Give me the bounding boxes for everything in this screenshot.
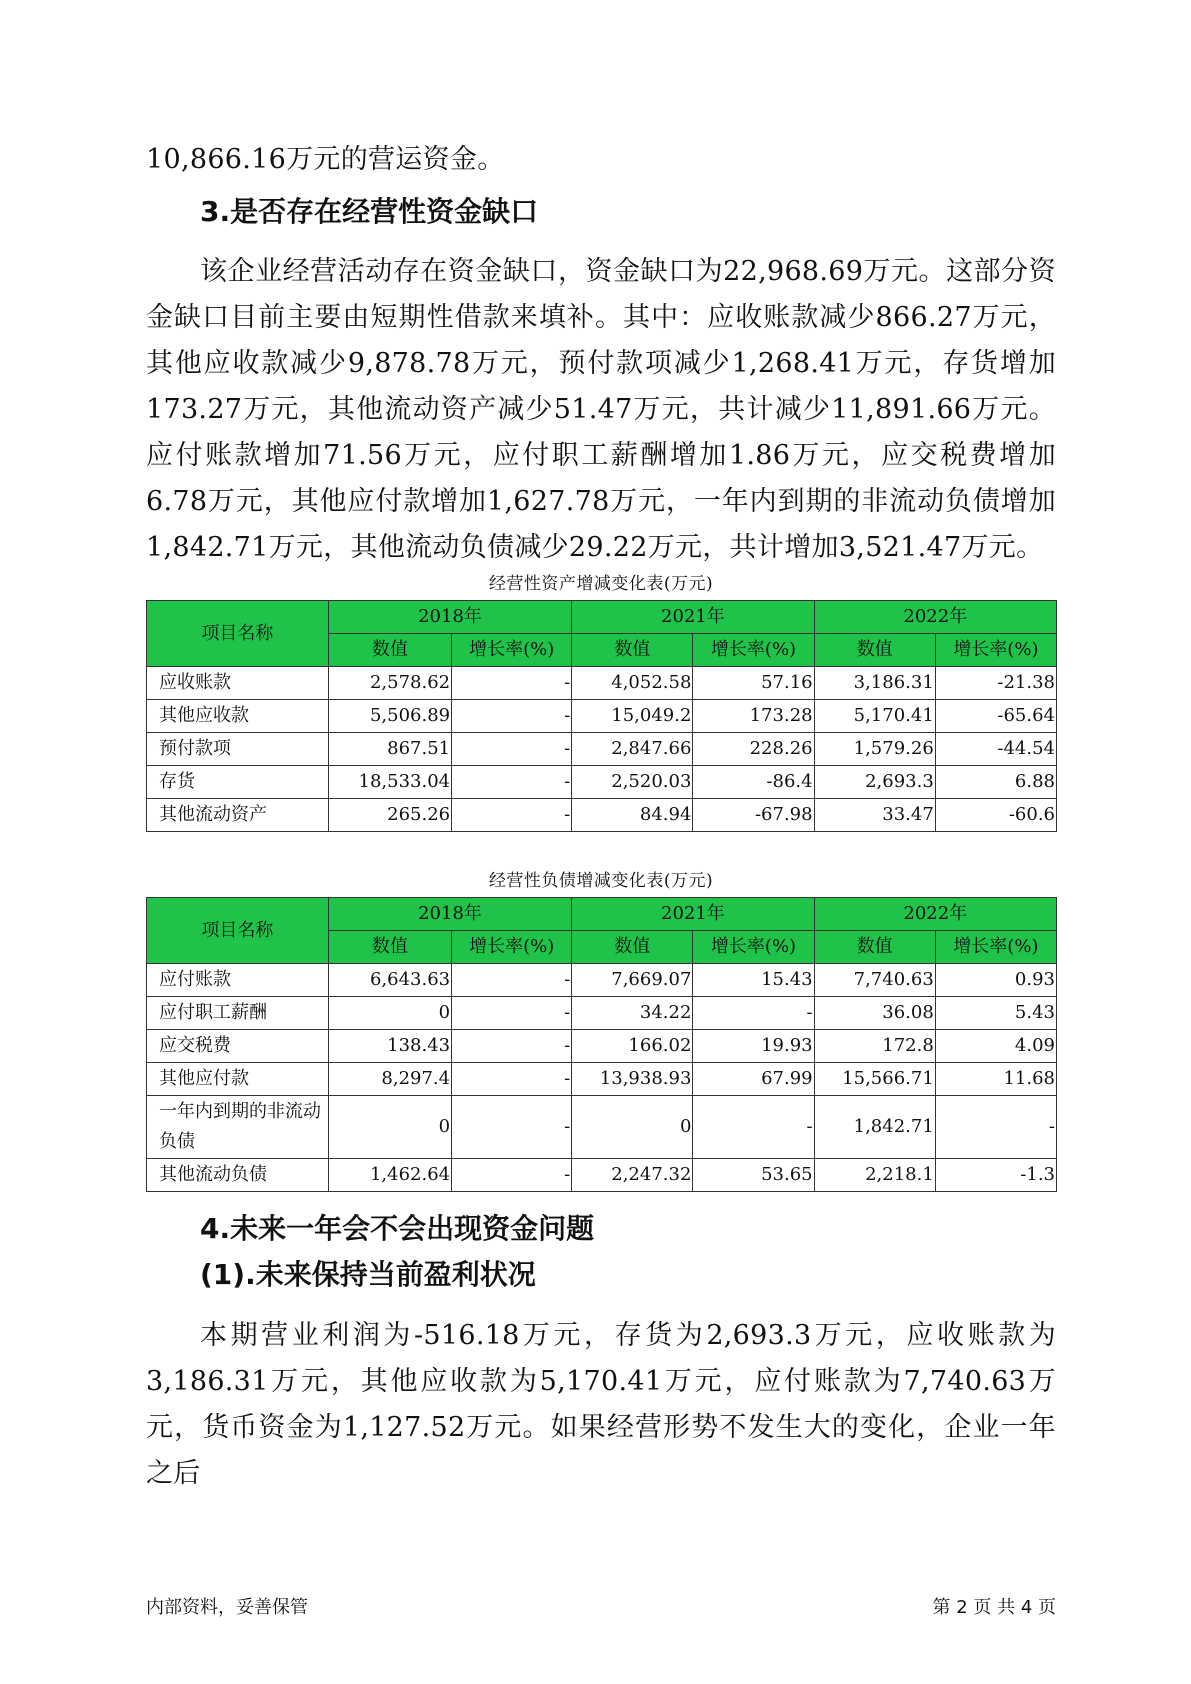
cell-value: 36.08: [814, 997, 935, 1030]
header-growth: 增长率(%): [693, 634, 814, 667]
assets-table-caption: 经营性资产增减变化表(万元): [488, 574, 714, 594]
cell-growth-rate: 0.93: [935, 964, 1056, 997]
cell-value: 867.51: [328, 733, 451, 766]
cell-growth-rate: -44.54: [935, 733, 1056, 766]
cell-value: 18,533.04: [328, 766, 451, 799]
cell-value: 2,520.03: [572, 766, 693, 799]
cell-growth-rate: -: [452, 997, 572, 1030]
cell-growth-rate: 11.68: [935, 1063, 1056, 1096]
row-item-name: 预付款项: [147, 733, 329, 766]
cell-growth-rate: 57.16: [693, 667, 814, 700]
footer-page-number: 第 2 页 共 4 页: [932, 1597, 1056, 1618]
cell-value: 6,643.63: [328, 964, 451, 997]
header-growth: 增长率(%): [935, 634, 1056, 667]
header-year-2021: 2021年: [572, 601, 814, 634]
cell-value: 15,049.2: [572, 700, 693, 733]
header-year-2018: 2018年: [328, 601, 571, 634]
cell-value: 7,669.07: [572, 964, 693, 997]
section4-heading: 4.未来一年会不会出现资金问题: [200, 1212, 595, 1245]
cell-value: 0: [328, 1096, 451, 1159]
header-value: 数值: [814, 634, 935, 667]
cell-value: 4,052.58: [572, 667, 693, 700]
intro-line: 10,866.16万元的营运资金。: [146, 144, 505, 175]
cell-growth-rate: -: [452, 799, 572, 832]
cell-growth-rate: -1.3: [935, 1159, 1056, 1192]
cell-value: 13,938.93: [572, 1063, 693, 1096]
cell-growth-rate: -: [452, 667, 572, 700]
cell-growth-rate: 15.43: [693, 964, 814, 997]
table-row: [147, 997, 1057, 1030]
cell-growth-rate: -: [452, 700, 572, 733]
header-year-2022: 2022年: [814, 898, 1056, 931]
cell-value: 172.8: [814, 1030, 935, 1063]
header-item-name: 项目名称: [147, 601, 329, 667]
header-item-name: 项目名称: [147, 898, 329, 964]
cell-growth-rate: 5.43: [935, 997, 1056, 1030]
cell-growth-rate: -: [452, 1063, 572, 1096]
cell-value: 2,847.66: [572, 733, 693, 766]
table-row: [147, 1096, 1057, 1159]
row-item-name: 应交税费: [147, 1030, 329, 1063]
table-row: [147, 667, 1057, 700]
cell-value: 2,218.1: [814, 1159, 935, 1192]
cell-value: 2,247.32: [572, 1159, 693, 1192]
row-item-name: 其他应收款: [147, 700, 329, 733]
row-item-name: 应付账款: [147, 964, 329, 997]
cell-growth-rate: -67.98: [693, 799, 814, 832]
table-row: [147, 766, 1057, 799]
table-row: [147, 700, 1057, 733]
header-year-2022: 2022年: [814, 601, 1056, 634]
header-growth: 增长率(%): [452, 931, 572, 964]
cell-growth-rate: 228.26: [693, 733, 814, 766]
cell-value: 5,506.89: [328, 700, 451, 733]
cell-growth-rate: -: [452, 964, 572, 997]
cell-value: 7,740.63: [814, 964, 935, 997]
table-row: [147, 964, 1057, 997]
cell-value: 2,693.3: [814, 766, 935, 799]
liabilities-table-caption: 经营性负债增减变化表(万元): [488, 871, 714, 891]
header-value: 数值: [572, 634, 693, 667]
cell-value: 0: [572, 1096, 693, 1159]
cell-growth-rate: -21.38: [935, 667, 1056, 700]
cell-growth-rate: -: [452, 1159, 572, 1192]
section4-subheading: (1).未来保持当前盈利状况: [200, 1258, 536, 1291]
header-growth: 增长率(%): [693, 931, 814, 964]
cell-growth-rate: 67.99: [693, 1063, 814, 1096]
cell-value: 3,186.31: [814, 667, 935, 700]
cell-growth-rate: -60.6: [935, 799, 1056, 832]
cell-value: 1,462.64: [328, 1159, 451, 1192]
cell-value: 1,579.26: [814, 733, 935, 766]
cell-value: 265.26: [328, 799, 451, 832]
header-year-2018: 2018年: [328, 898, 571, 931]
table-row: [147, 733, 1057, 766]
cell-growth-rate: 53.65: [693, 1159, 814, 1192]
row-item-name: 应收账款: [147, 667, 329, 700]
cell-growth-rate: -: [935, 1096, 1056, 1159]
row-item-name: 应付职工薪酬: [147, 997, 329, 1030]
header-year-2021: 2021年: [572, 898, 814, 931]
liabilities-table: [146, 897, 1057, 1192]
cell-value: 166.02: [572, 1030, 693, 1063]
cell-value: 15,566.71: [814, 1063, 935, 1096]
cell-growth-rate: -: [693, 997, 814, 1030]
cell-growth-rate: -: [452, 766, 572, 799]
section4-paragraph: 本期营业利润为-516.18万元，存货为2,693.3万元，应收账款为3,186.31万元，其他应收款为5,170.41万元，应付账款为7,740.63万元，货币资金为1,127.52万元。如果经营形势不发生大的变化，企业一年之后: [146, 1320, 1056, 1489]
cell-growth-rate: -: [452, 1030, 572, 1063]
cell-growth-rate: -: [452, 1096, 572, 1159]
assets-table: [146, 600, 1057, 832]
cell-growth-rate: -65.64: [935, 700, 1056, 733]
row-item-name: 存货: [147, 766, 329, 799]
table-row: [147, 1159, 1057, 1192]
table-row: [147, 1030, 1057, 1063]
cell-value: 138.43: [328, 1030, 451, 1063]
row-item-name: 其他应付款: [147, 1063, 329, 1096]
cell-growth-rate: -: [693, 1096, 814, 1159]
header-value: 数值: [328, 634, 451, 667]
table-row: [147, 1063, 1057, 1096]
header-value: 数值: [814, 931, 935, 964]
cell-growth-rate: 6.88: [935, 766, 1056, 799]
cell-growth-rate: -86.4: [693, 766, 814, 799]
row-item-name: 一年内到期的非流动负债: [147, 1096, 329, 1159]
section3-heading: 3.是否存在经营性资金缺口: [200, 195, 539, 228]
section3-paragraph: 该企业经营活动存在资金缺口，资金缺口为22,968.69万元。这部分资金缺口目前主要由短期性借款来填补。其中：应收账款减少866.27万元，其他应收款减少9,878.78万元，预付款项减少1,268.41万元，存货增加173.27万元，其他流动资产减少51.47万元，共计减少11,891.66万元。应付账款增加71.56万元，应付职工薪酬增加1.86万元，应交税费增加6.78万元，其他应付款增加1,627.78万元，一年内到期的非流动负债增加1,842.71万元，其他流动负债减少29.22万元，共计增加3,521.47万元。: [146, 256, 1056, 563]
footer-confidential-note: 内部资料，妥善保管: [146, 1597, 308, 1618]
cell-value: 1,842.71: [814, 1096, 935, 1159]
header-value: 数值: [572, 931, 693, 964]
cell-value: 84.94: [572, 799, 693, 832]
cell-value: 2,578.62: [328, 667, 451, 700]
table-row: [147, 799, 1057, 832]
header-value: 数值: [328, 931, 451, 964]
cell-value: 34.22: [572, 997, 693, 1030]
cell-growth-rate: 173.28: [693, 700, 814, 733]
cell-value: 33.47: [814, 799, 935, 832]
row-item-name: 其他流动负债: [147, 1159, 329, 1192]
cell-value: 0: [328, 997, 451, 1030]
cell-value: 8,297.4: [328, 1063, 451, 1096]
cell-growth-rate: -: [452, 733, 572, 766]
header-growth: 增长率(%): [452, 634, 572, 667]
header-growth: 增长率(%): [935, 931, 1056, 964]
cell-growth-rate: 19.93: [693, 1030, 814, 1063]
row-item-name: 其他流动资产: [147, 799, 329, 832]
cell-growth-rate: 4.09: [935, 1030, 1056, 1063]
cell-value: 5,170.41: [814, 700, 935, 733]
